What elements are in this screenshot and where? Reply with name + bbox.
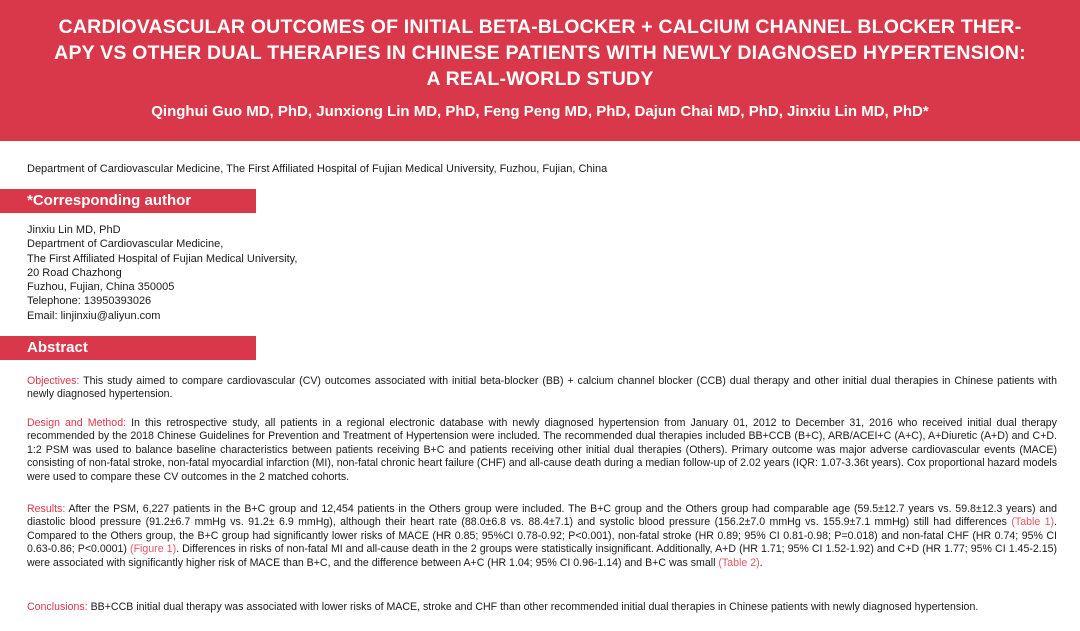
corresponding-email: Email: linjinxiu@aliyun.com [27, 309, 161, 322]
conclusions-label: Conclusions: [27, 601, 88, 613]
title-line: A REAL-WORLD STUDY [426, 68, 654, 90]
table-1-reference[interactable]: (Table 1) [1011, 516, 1055, 529]
design-method-label: Design and Method: [27, 417, 127, 429]
results-text: . [759, 556, 763, 569]
table-2-reference[interactable]: (Table 2) [718, 556, 760, 569]
abstract-heading: Abstract [0, 336, 256, 360]
author-list: Qinghui Guo MD, PhD, Junxiong Lin MD, PhD, Feng Peng MD, PhD, Dajun Chai MD, PhD, Jinxiu Lin MD, PhD* [151, 103, 929, 120]
results-paragraph [27, 503, 1057, 570]
corresponding-name: Jinxiu Lin MD, PhD [27, 224, 121, 236]
results-text: . Compared to the Others group, the B+C group had significantly lower risks of MACE (HR 0.85; 95%CI 0.78-0.92; P<0.001), non-fatal stroke (HR 0.89; 95% CI 0.81-0.98; P=0.018) and non-fatal CHF (HR 0.74; 95% CI 0.63-0.86; P<0.0001) [27, 516, 1057, 556]
objectives-paragraph [27, 375, 1057, 402]
objectives-label: Objectives: [27, 375, 80, 387]
corresponding-city: Fuzhou, Fujian, China 350005 [27, 281, 175, 294]
corresponding-author-block [27, 223, 297, 323]
results-label: Results: [27, 503, 66, 515]
corresponding-telephone: Telephone: 13950393026 [27, 295, 152, 308]
paper-title [0, 14, 1080, 92]
title-line: CARDIOVASCULAR OUTCOMES OF INITIAL BETA-BLOCKER + CALCIUM CHANNEL BLOCKER THER- [58, 16, 1022, 38]
design-method-paragraph [27, 417, 1057, 484]
corresponding-hospital: The First Affiliated Hospital of Fujian Medical University, [27, 252, 298, 265]
corresponding-street: 20 Road Chazhong [27, 266, 122, 279]
design-method-text: In this retrospective study, all patients in a regional electronic database with newly diagnosed hypertension from January 01, 2012 to December 31, 2016 who received initial dual therapy recommended by the 2018 Chinese Guidelines for Prevention and Treatment of Hypertension were included. The recommended dual therapies included BB+CCB (B+C), ARB/ACEI+C (A+C), A+Diuretic (A+D) and C+D. 1:2 PSM was used to balance baseline characteristics between patients receiving B+C and patients receiving other initial dual therapies (Others). Primary outcome was major adverse cardiovascular events (MACE) consisting of non-fatal stroke, non-fatal myocardial infarction (MI), non-fatal chronic heart failure (CHF) and all-cause death during a median follow-up of 2.02 years (IQR: 1.07-3.36t years). Cox proportional hazard models were used to compare these CV outcomes in the 2 matched cohorts. [27, 417, 1057, 483]
title-line: APY VS OTHER DUAL THERAPIES IN CHINESE PATIENTS WITH NEWLY DIAGNOSED HYPERTENSION: [54, 42, 1026, 64]
affiliation: Department of Cardiovascular Medicine, The First Affiliated Hospital of Fujian Medical University, Fuzhou, Fujian, China [27, 163, 608, 175]
corresponding-department: Department of Cardiovascular Medicine, [27, 238, 224, 251]
objectives-text: This study aimed to compare cardiovascular (CV) outcomes associated with initial beta-blocker (BB) + calcium channel blocker (CCB) dual therapy and other initial dual therapies in Chinese patients with newly diagnosed hypertension. [27, 375, 1057, 401]
conclusions-paragraph [27, 601, 1057, 614]
figure-1-reference[interactable]: (Figure 1) [130, 543, 177, 556]
title-banner [0, 0, 1080, 141]
results-text: . Differences in risks of non-fatal MI and all-cause death in the 2 groups were statistically insignificant. Additionally, A+D (HR 1.71; 95% CI 1.52-1.92) and C+D (HR 1.77; 95% CI 1.45-2.15) were associated with significantly higher risk of MACE than B+C, and the difference between A+C (HR 1.04; 95% CI 0.96-1.14) and B+C was small [27, 543, 1058, 569]
results-text: After the PSM, 6,227 patients in the B+C group and 12,454 patients in the Others group were included. The B+C group and the Others group had comparable age (59.5±12.7 years vs. 59.8±12.3 years) and diastolic blood pressure (91.2±6.7 mmHg vs. 91.2± 6.9 mmHg), although their heart rate (88.0±6.8 vs. 88.4±7.1) and systolic blood pressure (156.2±7.0 mmHg vs. 155.9±7.1 mmHg) still had differences [27, 503, 1057, 529]
corresponding-author-heading: *Corresponding author [0, 189, 256, 213]
conclusions-text: BB+CCB initial dual therapy was associated with lower risks of MACE, stroke and CHF than other recommended initial dual therapies in Chinese patients with newly diagnosed hypertension. [87, 601, 979, 613]
